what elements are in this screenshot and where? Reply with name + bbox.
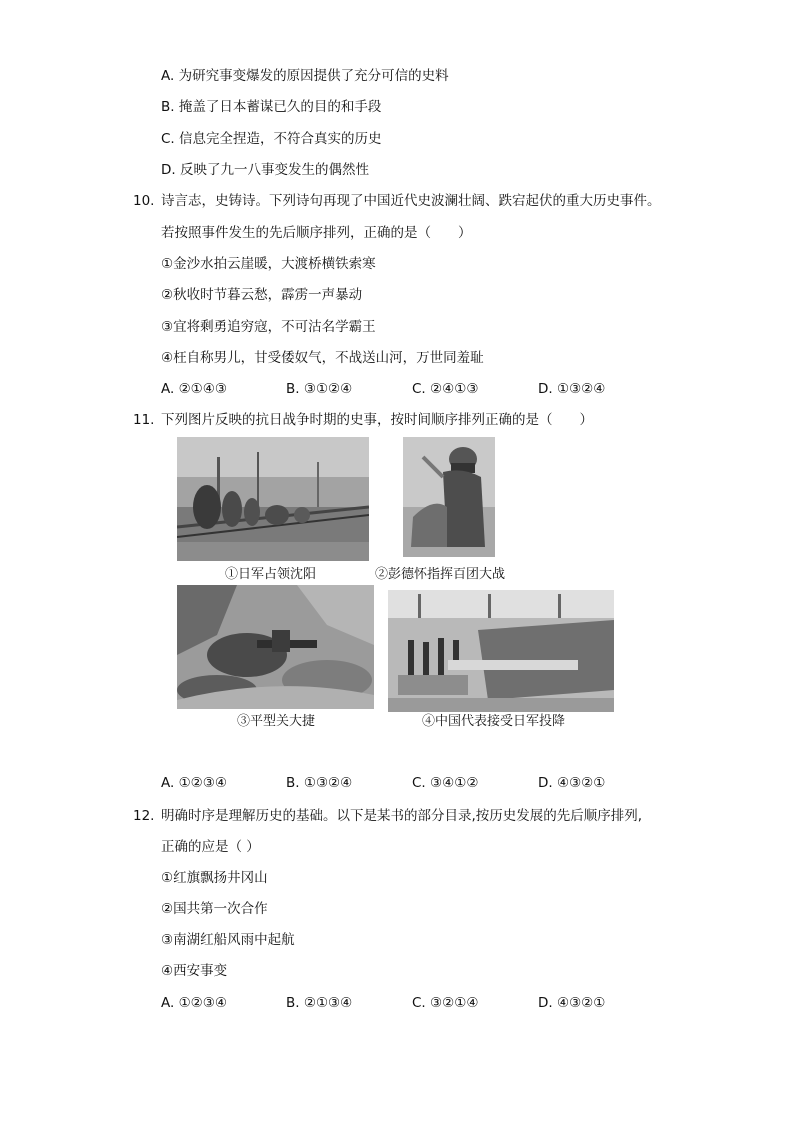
q11-stem: 下列图片反映的抗日战争时期的史事，按时间顺序排列正确的是（ ）: [161, 412, 593, 428]
q12-item-3: ③南湖红船风雨中起航: [161, 932, 295, 948]
photo-3-caption: ③平型关大捷: [237, 714, 316, 729]
q10-choice-c: C. ②④①③: [412, 381, 479, 397]
q11-choice-c: C. ③④①②: [412, 775, 479, 791]
q12-choice-d: D. ④③②①: [538, 995, 606, 1011]
q12-stem-line1: 明确时序是理解历史的基础。以下是某书的部分目录,按历史发展的先后顺序排列,: [161, 808, 643, 824]
q10-stem-line1: 诗言志，史铸诗。下列诗句再现了中国近代史波澜壮阔、跌宕起伏的重大历史事件。: [161, 193, 661, 209]
q11-choice-a: A. ①②③④: [161, 775, 227, 791]
q12-choice-c: C. ③②①④: [412, 995, 479, 1011]
photo-2-caption: ②彭德怀指挥百团大战: [375, 567, 506, 582]
q12-stem-line2: 正确的应是（ ）: [161, 839, 260, 855]
q10-item-2: ②秋收时节暮云愁，霹雳一声暴动: [161, 287, 363, 303]
q9-option-c: C. 信息完全捏造，不符合真实的历史: [161, 131, 382, 147]
q10-number: 10.: [133, 193, 155, 209]
q11-number: 11.: [133, 412, 155, 428]
q12-choice-a: A. ①②③④: [161, 995, 227, 1011]
q10-choice-d: D. ①③②④: [538, 381, 606, 397]
q12-item-4: ④西安事变: [161, 963, 228, 979]
q10-choices: [161, 380, 681, 398]
q10-item-3: ③宜将剩勇追穷寇，不可沽名学霸王: [161, 319, 376, 335]
q11-choice-d: D. ④③②①: [538, 775, 606, 791]
q9-option-d: D. 反映了九一八事变发生的偶然性: [161, 162, 369, 178]
photo-machine-gun: [177, 585, 374, 709]
q11-choices: [161, 774, 681, 792]
photo-troops-railway: [177, 437, 369, 561]
q9-option-a: A. 为研究事变爆发的原因提供了充分可信的史料: [161, 68, 449, 84]
q12-item-1: ①红旗飘扬井冈山: [161, 870, 268, 886]
q12-choices: [161, 994, 681, 1012]
q12-choice-b: B. ②①③④: [286, 995, 353, 1011]
q9-option-b: B. 掩盖了日本蓄谋已久的目的和手段: [161, 99, 382, 115]
photo-commander-binoculars: [403, 437, 495, 557]
photo-1-caption: ①日军占领沈阳: [225, 567, 317, 582]
q11-choice-b: B. ①③②④: [286, 775, 353, 791]
q10-stem-line2: 若按照事件发生的先后顺序排列，正确的是（ ）: [161, 225, 472, 241]
q10-item-1: ①金沙水拍云崖暖，大渡桥横铁索寒: [161, 256, 376, 272]
photo-4-caption: ④中国代表接受日军投降: [422, 714, 566, 729]
q10-choice-b: B. ③①②④: [286, 381, 353, 397]
q12-item-2: ②国共第一次合作: [161, 901, 268, 917]
q12-number: 12.: [133, 808, 155, 824]
q10-choice-a: A. ②①④③: [161, 381, 227, 397]
photo-surrender-ceremony: [388, 590, 614, 712]
q10-item-4: ④枉自称男儿，甘受倭奴气，不战送山河，万世同羞耻: [161, 350, 484, 366]
